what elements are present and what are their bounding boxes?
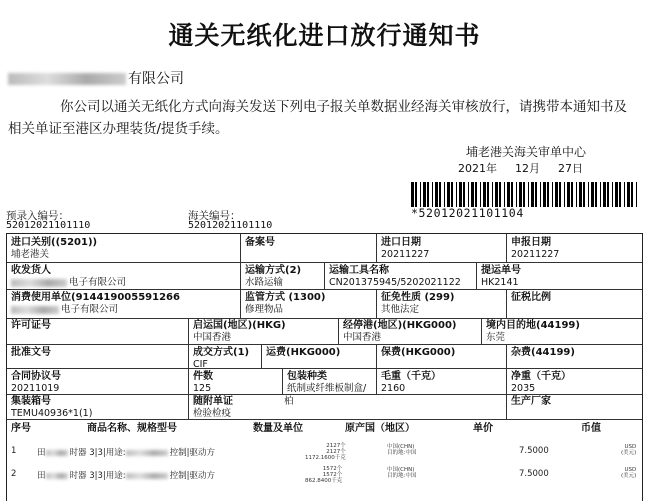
qty-line: 1572个 bbox=[322, 466, 343, 472]
pre-entry-label: 预录入编号： bbox=[6, 210, 69, 222]
field-value-text: 电子有限公司 bbox=[69, 277, 127, 288]
field-label: 征税比例 bbox=[511, 292, 551, 303]
record-no-cell bbox=[245, 237, 275, 249]
item-name-part: 时器 3|3|用途: bbox=[69, 471, 126, 481]
field-value: 2035 bbox=[511, 383, 536, 394]
barcode-bar bbox=[456, 182, 457, 207]
field-value: 125 bbox=[193, 383, 212, 394]
barcode-bar bbox=[523, 182, 525, 207]
barcode-bar bbox=[504, 182, 505, 207]
barcode-bar bbox=[516, 182, 517, 207]
notice-body: 你公司以通关无纸化方式向海关发送下列电子报关单数据业经海关审核放行，请携带本通知书及 相关单证至港区办理装货/提货手续。 bbox=[8, 99, 627, 137]
barcode-number: *52012021101104 bbox=[411, 206, 524, 220]
barcode-bar bbox=[451, 182, 453, 207]
document-title: 通关无纸化进口放行通知书 bbox=[168, 21, 481, 50]
barcode-bar bbox=[564, 182, 565, 207]
barcode-bar bbox=[600, 182, 601, 207]
barcode-bar bbox=[636, 182, 637, 207]
barcode-bar bbox=[571, 182, 573, 207]
currency-line: USD bbox=[624, 444, 637, 450]
field-value: 修理物品 bbox=[245, 304, 284, 315]
misc-fee-cell bbox=[511, 347, 575, 359]
qty-line: 2127个 bbox=[326, 449, 346, 455]
redacted-mark bbox=[46, 473, 68, 479]
item-origin bbox=[387, 444, 416, 456]
barcode-bar bbox=[631, 182, 633, 207]
freight-cell bbox=[266, 347, 340, 359]
item-name bbox=[37, 446, 215, 458]
declare-date-cell bbox=[511, 237, 559, 261]
date-day: 27日 bbox=[558, 162, 583, 175]
field-label: 杂费(44199) bbox=[511, 347, 575, 358]
consignee-cell bbox=[11, 265, 126, 289]
trade-terms-cell bbox=[193, 347, 249, 371]
barcode-bar bbox=[619, 182, 621, 207]
barcode-bar bbox=[519, 182, 522, 207]
qty-line: 1572个 bbox=[322, 472, 343, 478]
item-qty bbox=[305, 443, 346, 461]
qty-line: 862.8400千克 bbox=[305, 478, 343, 484]
attached-docs-extra bbox=[284, 396, 294, 408]
field-label: 提运单号 bbox=[481, 265, 521, 276]
field-value: 中国香港 bbox=[343, 332, 382, 343]
field-value bbox=[11, 277, 126, 289]
barcode-bar bbox=[603, 182, 606, 207]
currency-line: (美元) bbox=[621, 473, 637, 479]
origin-line: 中国(CHN) bbox=[387, 467, 415, 473]
pre-entry-value: 52012021101110 bbox=[6, 220, 91, 231]
item-currency bbox=[621, 444, 636, 456]
customs-no-value: 52012021101110 bbox=[188, 220, 273, 231]
import-date-cell bbox=[381, 237, 429, 261]
barcode-bar bbox=[535, 182, 537, 207]
barcode-bar bbox=[463, 182, 465, 207]
redacted-mark bbox=[46, 450, 68, 456]
field-value: 东莞 bbox=[486, 332, 506, 343]
issue-date bbox=[458, 160, 601, 176]
barcode-bar bbox=[475, 182, 477, 207]
field-value: 20211227 bbox=[381, 249, 430, 260]
field-label: 包装种类 bbox=[287, 371, 327, 382]
item-origin bbox=[387, 467, 416, 479]
field-label: 生产厂家 bbox=[511, 396, 551, 407]
tax-rate-cell bbox=[511, 292, 551, 304]
item-name-part: 时器 3|3|用途: bbox=[69, 448, 126, 458]
barcode-bar bbox=[487, 182, 489, 207]
col-header-name: 商品名称、规格型号 bbox=[87, 423, 177, 434]
barcode-bar bbox=[547, 182, 549, 207]
company-name bbox=[8, 68, 184, 88]
barcode-bar bbox=[499, 182, 501, 207]
field-value: 2160 bbox=[381, 383, 406, 394]
barcode-bar bbox=[583, 182, 585, 207]
field-label: 境内目的地(44199) bbox=[486, 320, 580, 331]
field-value: 20211227 bbox=[511, 249, 560, 260]
barcode-bar bbox=[591, 182, 594, 207]
vessel-name-cell bbox=[329, 265, 461, 289]
qty-line: 2127个 bbox=[326, 443, 346, 449]
barcode-bar bbox=[615, 182, 618, 207]
field-value: 水路运输 bbox=[245, 277, 284, 288]
item-price: 7.5000 bbox=[519, 469, 549, 479]
field-value: CIF bbox=[193, 359, 208, 370]
license-cell bbox=[11, 320, 51, 332]
gross-weight-cell bbox=[381, 371, 441, 395]
field-label: 运费(HKG000) bbox=[266, 347, 341, 358]
barcode-bar bbox=[468, 182, 469, 207]
barcode-bar bbox=[595, 182, 597, 207]
col-header-no: 序号 bbox=[11, 423, 31, 434]
barcode-bar bbox=[612, 182, 613, 207]
barcode-bar bbox=[444, 182, 445, 207]
field-label: 合同协议号 bbox=[11, 371, 61, 382]
date-month: 12月 bbox=[515, 162, 540, 175]
redacted-mark bbox=[126, 473, 168, 479]
item-no: 2 bbox=[11, 469, 17, 479]
origin-line: 中国(CHN) bbox=[387, 444, 415, 450]
field-label: 许可证号 bbox=[11, 320, 51, 331]
field-label: 消费使用单位(914419005591266 bbox=[11, 292, 180, 303]
barcode-bar bbox=[540, 182, 541, 207]
barcode-bar bbox=[432, 182, 433, 207]
field-label: 进口关别((5201)) bbox=[11, 237, 98, 248]
barcode-bar bbox=[627, 182, 630, 207]
barcode-bar bbox=[420, 182, 421, 207]
destination-cell bbox=[486, 320, 580, 344]
qty-line: 1172.1600千克 bbox=[305, 455, 346, 461]
transport-mode-cell bbox=[245, 265, 301, 289]
barcode-bar bbox=[543, 182, 546, 207]
redacted-mark bbox=[11, 306, 59, 314]
barcode-bar bbox=[607, 182, 609, 207]
barcode-bar bbox=[511, 182, 513, 207]
barcode-bar bbox=[411, 182, 414, 207]
customs-no-label: 海关编号： bbox=[188, 210, 241, 222]
field-label: 运输方式(2) bbox=[245, 265, 302, 276]
origin-line: 目的地:中国 bbox=[387, 473, 417, 479]
field-value: 柏 bbox=[284, 396, 294, 407]
field-label: 经停港(地区)(HKG000) bbox=[343, 320, 457, 331]
field-label: 成交方式(1) bbox=[193, 347, 250, 358]
col-header-currency: 币值 bbox=[581, 423, 601, 434]
date-year: 2021年 bbox=[458, 162, 497, 175]
field-label: 运输工具名称 bbox=[329, 265, 389, 276]
barcode-bar bbox=[483, 182, 486, 207]
field-label: 征免性质 (299) bbox=[381, 292, 455, 303]
net-weight-cell bbox=[511, 371, 571, 395]
barcode-bar bbox=[435, 182, 438, 207]
barcode-bar bbox=[423, 182, 426, 207]
field-label: 备案号 bbox=[245, 237, 275, 248]
barcode-bar bbox=[528, 182, 529, 207]
field-label: 监管方式 (1300) bbox=[245, 292, 326, 303]
barcode-bar bbox=[588, 182, 589, 207]
import-customs-cell bbox=[11, 237, 97, 261]
field-value: TEMU40936*1(1) bbox=[11, 408, 93, 419]
item-qty bbox=[305, 466, 342, 484]
contract-no-cell bbox=[11, 371, 61, 395]
tax-nature-cell bbox=[381, 292, 455, 316]
manufacturer-cell bbox=[511, 396, 551, 408]
barcode-bar bbox=[579, 182, 582, 207]
field-value-text: 电子有限公司 bbox=[61, 304, 119, 315]
field-label: 批准文号 bbox=[11, 347, 51, 358]
item-name bbox=[37, 469, 215, 481]
field-label: 毛重（千克） bbox=[381, 371, 441, 382]
field-label: 集装箱号 bbox=[11, 396, 51, 407]
barcode-bar bbox=[415, 182, 417, 207]
barcode-bar bbox=[624, 182, 625, 207]
field-value: 20211019 bbox=[11, 383, 60, 394]
bill-no-cell bbox=[481, 265, 521, 289]
company-suffix: 有限公司 bbox=[128, 71, 184, 87]
field-value: 中国香港 bbox=[193, 332, 232, 343]
redacted-mark bbox=[11, 279, 67, 287]
barcode-bar bbox=[567, 182, 570, 207]
approval-no-cell bbox=[11, 347, 51, 359]
col-header-qty: 数量及单位 bbox=[253, 423, 303, 434]
item-name-part: 控制|驱动方 bbox=[169, 471, 216, 481]
field-value: 检验检疫 bbox=[193, 408, 232, 419]
field-label: 件数 bbox=[193, 371, 213, 382]
barcode-bar bbox=[552, 182, 553, 207]
field-label: 进口日期 bbox=[381, 237, 421, 248]
barcode-bar bbox=[531, 182, 534, 207]
packages-cell bbox=[193, 371, 213, 395]
item-name-part: 控制|驱动方 bbox=[169, 448, 216, 458]
barcode-bar bbox=[439, 182, 441, 207]
field-value: CN201375945/5202021122 bbox=[329, 277, 461, 288]
transit-port-cell bbox=[343, 320, 456, 344]
field-value: HK2141 bbox=[481, 277, 519, 288]
field-label: 启运国(地区)(HKG) bbox=[193, 320, 286, 331]
origin-country-cell bbox=[193, 320, 286, 344]
barcode-bar bbox=[492, 182, 493, 207]
col-header-origin: 原产国（地区） bbox=[345, 423, 415, 434]
item-price: 7.5000 bbox=[519, 446, 549, 456]
barcode-bar bbox=[555, 182, 558, 207]
currency-line: (美元) bbox=[621, 450, 637, 456]
field-value bbox=[11, 304, 180, 316]
redacted-mark bbox=[126, 450, 168, 456]
field-label: 申报日期 bbox=[511, 237, 551, 248]
barcode-bar bbox=[427, 182, 429, 207]
barcode-bar bbox=[459, 182, 462, 207]
barcode-bar bbox=[480, 182, 481, 207]
redacted-mark bbox=[8, 73, 126, 85]
col-header-price: 单价 bbox=[473, 423, 493, 434]
consumer-unit-cell bbox=[11, 292, 180, 316]
item-name-part: 田 bbox=[37, 448, 46, 458]
barcode-bar bbox=[447, 182, 450, 207]
item-name-part: 田 bbox=[37, 471, 46, 481]
field-label: 保费(HKG000) bbox=[381, 347, 456, 358]
barcode-bar bbox=[576, 182, 577, 207]
field-value: 埔老港关 bbox=[11, 249, 50, 260]
container-no-cell bbox=[11, 396, 92, 420]
barcode bbox=[411, 182, 637, 207]
declaration-form bbox=[6, 233, 643, 501]
barcode-bar bbox=[507, 182, 510, 207]
package-type-cell bbox=[287, 371, 366, 395]
insurance-cell bbox=[381, 347, 455, 359]
item-currency bbox=[621, 467, 636, 479]
field-label: 随附单证 bbox=[193, 396, 233, 407]
origin-line: 目的地:中国 bbox=[387, 450, 417, 456]
supervision-mode-cell bbox=[245, 292, 325, 316]
barcode-bar bbox=[495, 182, 498, 207]
attached-docs-cell bbox=[193, 396, 233, 420]
field-label: 收发货人 bbox=[11, 265, 51, 276]
item-no: 1 bbox=[11, 446, 17, 456]
barcode-bar bbox=[471, 182, 474, 207]
field-value: 其他法定 bbox=[381, 304, 420, 315]
field-value: 纸制或纤维板制盒/ bbox=[287, 383, 367, 394]
review-center: 埔老港关海关审单中心 bbox=[466, 145, 587, 159]
field-label: 净重（千克） bbox=[511, 371, 571, 382]
barcode-bar bbox=[559, 182, 561, 207]
currency-line: USD bbox=[624, 467, 637, 473]
